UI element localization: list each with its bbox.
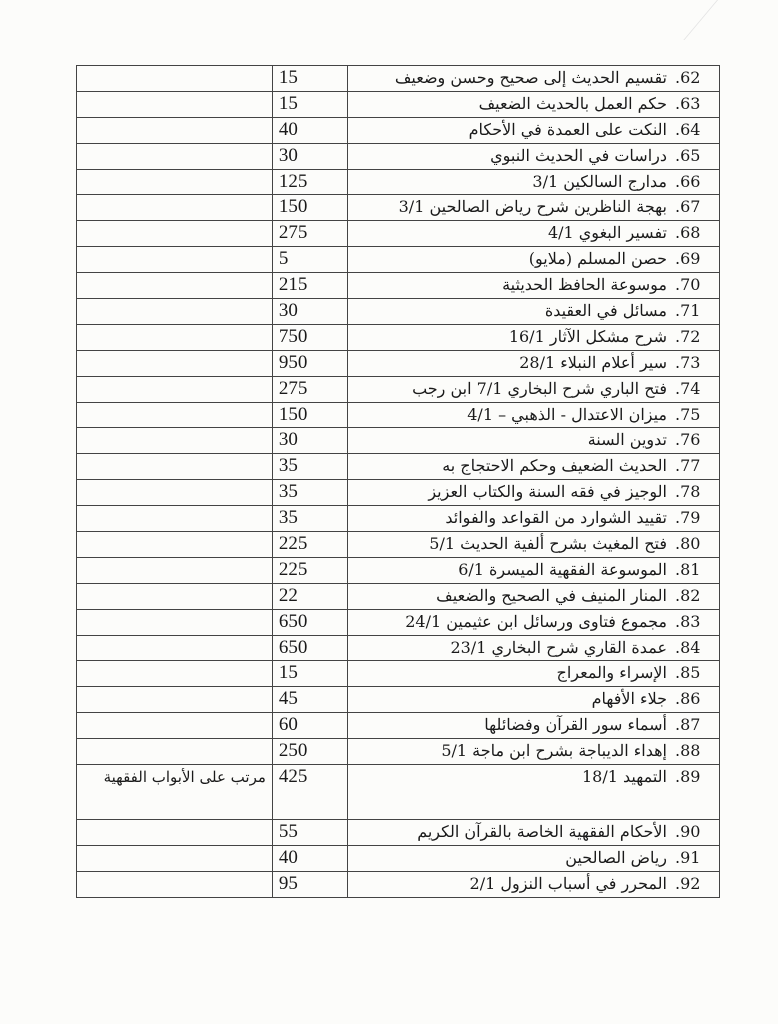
- book-title: أسماء سور القرآن وفضائلها: [484, 715, 667, 735]
- row-number: .74: [675, 378, 701, 398]
- book-title-cell: [347, 532, 719, 558]
- price-cell: 250: [272, 739, 347, 765]
- note-cell: [77, 713, 273, 739]
- note-cell: [77, 661, 273, 687]
- price-cell: 35: [272, 454, 347, 480]
- book-title-cell: [347, 273, 719, 299]
- note-cell: [77, 557, 273, 583]
- note-cell: [77, 273, 273, 299]
- note-cell: [77, 221, 273, 247]
- row-number: .62: [675, 68, 701, 87]
- note-cell: [77, 143, 273, 169]
- price-cell: 95: [272, 871, 347, 897]
- book-title-cell: [347, 871, 719, 897]
- row-number: .81: [675, 559, 701, 579]
- table-row: [77, 557, 720, 583]
- book-title: الإسراء والمعراج: [556, 663, 667, 683]
- table-row: [77, 324, 720, 350]
- row-number: .82: [675, 585, 701, 605]
- row-number: .72: [675, 326, 701, 346]
- table-row: [77, 583, 720, 609]
- book-title: الموسوعة الفقهية الميسرة 6/1: [458, 559, 667, 579]
- price-cell: 275: [272, 221, 347, 247]
- row-number: .75: [675, 404, 701, 424]
- table-row: [77, 609, 720, 635]
- row-number: .65: [675, 145, 701, 165]
- row-number: .87: [675, 715, 701, 735]
- book-title-cell: [347, 169, 719, 195]
- price-cell: 35: [272, 506, 347, 532]
- row-number: .70: [675, 275, 701, 295]
- book-title-cell: [347, 402, 719, 428]
- book-title: تدوين السنة: [587, 430, 667, 450]
- book-title: سير أعلام النبلاء 28/1: [519, 352, 667, 372]
- note-cell: [77, 350, 273, 376]
- book-title: عمدة القاري شرح البخاري 23/1: [450, 637, 667, 657]
- table-row: [77, 376, 720, 402]
- table-row: [77, 635, 720, 661]
- table-row: [77, 454, 720, 480]
- note-cell: [77, 247, 273, 273]
- book-title: مدارج السالكين 3/1: [532, 171, 667, 191]
- book-title-cell: [347, 376, 719, 402]
- row-number: .68: [675, 223, 701, 243]
- row-number: .89: [675, 767, 701, 787]
- note-cell: [77, 91, 273, 117]
- table-row: [77, 169, 720, 195]
- book-title-cell: [347, 454, 719, 480]
- book-title: بهجة الناظرين شرح رياض الصالحين 3/1: [398, 197, 667, 217]
- table-row: [77, 428, 720, 454]
- price-cell: 215: [272, 273, 347, 299]
- price-cell: 150: [272, 195, 347, 221]
- price-cell: 425: [272, 765, 347, 820]
- row-number: .86: [675, 689, 701, 709]
- price-cell: 225: [272, 557, 347, 583]
- note-cell: [77, 402, 273, 428]
- book-title-cell: [347, 609, 719, 635]
- price-cell: 30: [272, 428, 347, 454]
- book-title: المحرر في أسباب النزول 2/1: [469, 873, 667, 893]
- row-number: .73: [675, 352, 701, 372]
- price-cell: 650: [272, 635, 347, 661]
- book-title: مجموع فتاوى ورسائل ابن عثيمين 24/1: [405, 611, 667, 631]
- book-title-cell: [347, 687, 719, 713]
- table-row: [77, 66, 720, 92]
- book-title: رياض الصالحين: [565, 847, 667, 867]
- book-title: جلاء الأفهام: [591, 689, 667, 709]
- row-number: .78: [675, 482, 701, 502]
- table-row: [77, 247, 720, 273]
- book-title-cell: [347, 480, 719, 506]
- note-cell: [77, 480, 273, 506]
- table-row: [77, 661, 720, 687]
- note-cell: [77, 532, 273, 558]
- book-title-cell: [347, 583, 719, 609]
- table-row: [77, 221, 720, 247]
- price-cell: 15: [272, 91, 347, 117]
- row-number: .91: [675, 847, 701, 867]
- row-number: .67: [675, 197, 701, 217]
- book-title: حصن المسلم (ملايو): [528, 249, 667, 269]
- book-title-cell: [347, 635, 719, 661]
- table-row: [77, 195, 720, 221]
- price-cell: 125: [272, 169, 347, 195]
- book-title: تقييد الشوارد من القواعد والفوائد: [445, 508, 667, 528]
- book-title: الأحكام الفقهية الخاصة بالقرآن الكريم: [417, 822, 667, 842]
- price-cell: 55: [272, 820, 347, 846]
- note-cell: [77, 687, 273, 713]
- page-corner-mark: [683, 0, 778, 40]
- row-number: .92: [675, 873, 701, 893]
- price-cell: 950: [272, 350, 347, 376]
- book-title: موسوعة الحافظ الحديثية: [502, 275, 667, 295]
- book-title-cell: [347, 739, 719, 765]
- note-cell: [77, 195, 273, 221]
- note-cell: [77, 845, 273, 871]
- row-number: .85: [675, 663, 701, 683]
- table-row: [77, 480, 720, 506]
- note-cell: [77, 428, 273, 454]
- book-title-cell: [347, 117, 719, 143]
- row-number: .79: [675, 508, 701, 528]
- book-title: المنار المنيف في الصحيح والضعيف: [436, 585, 667, 605]
- book-title-cell: [347, 195, 719, 221]
- row-number: .63: [675, 93, 701, 113]
- table-row: [77, 91, 720, 117]
- book-title: تقسيم الحديث إلى صحيح وحسن وضعيف: [394, 68, 667, 87]
- book-title: مسائل في العقيدة: [544, 301, 667, 321]
- book-title: النكت على العمدة في الأحكام: [468, 119, 667, 139]
- row-number: .80: [675, 534, 701, 554]
- book-title-cell: [347, 713, 719, 739]
- price-cell: 225: [272, 532, 347, 558]
- price-cell: 275: [272, 376, 347, 402]
- book-title: ميزان الاعتدال - الذهبي – 4/1: [467, 404, 667, 424]
- table-row: [77, 713, 720, 739]
- note-cell: [77, 583, 273, 609]
- note-cell: [77, 324, 273, 350]
- book-title: شرح مشكل الآثار 16/1: [508, 326, 667, 346]
- row-number: .84: [675, 637, 701, 657]
- row-number: .90: [675, 822, 701, 842]
- book-title-cell: [347, 661, 719, 687]
- book-title-cell: [347, 557, 719, 583]
- table-row: [77, 765, 720, 820]
- price-cell: 35: [272, 480, 347, 506]
- price-cell: 30: [272, 143, 347, 169]
- table-row: [77, 739, 720, 765]
- price-cell: 60: [272, 713, 347, 739]
- table-row: [77, 350, 720, 376]
- note-cell: [77, 739, 273, 765]
- book-title: تفسير البغوي 4/1: [547, 223, 667, 243]
- book-title-cell: [347, 350, 719, 376]
- price-cell: 650: [272, 609, 347, 635]
- note-cell: [77, 299, 273, 325]
- note-cell: [77, 169, 273, 195]
- note-cell: [77, 871, 273, 897]
- row-number: .71: [675, 301, 701, 321]
- note-cell: [77, 820, 273, 846]
- book-title: دراسات في الحديث النبوي: [490, 145, 667, 165]
- book-title-cell: [347, 221, 719, 247]
- table-row: [77, 845, 720, 871]
- table-row: [77, 299, 720, 325]
- book-title: حكم العمل بالحديث الضعيف: [478, 93, 667, 113]
- table-row: [77, 117, 720, 143]
- price-cell: 150: [272, 402, 347, 428]
- table-row: [77, 273, 720, 299]
- book-title-cell: [347, 765, 719, 820]
- book-title: فتح الباري شرح البخاري 7/1 ابن رجب: [412, 378, 667, 398]
- book-title-cell: [347, 299, 719, 325]
- book-title: فتح المغيث بشرح ألفية الحديث 5/1: [429, 534, 667, 554]
- table-row: [77, 402, 720, 428]
- note-cell: [77, 609, 273, 635]
- note-cell: [77, 117, 273, 143]
- row-number: .64: [675, 119, 701, 139]
- table-row: [77, 532, 720, 558]
- note-cell: [77, 635, 273, 661]
- book-title: الوجيز في فقه السنة والكتاب العزيز: [428, 482, 667, 502]
- book-title-cell: [347, 66, 719, 92]
- book-title-cell: [347, 820, 719, 846]
- book-title-cell: [347, 143, 719, 169]
- row-number: .88: [675, 741, 701, 761]
- book-title: الحديث الضعيف وحكم الاحتجاج به: [442, 456, 667, 476]
- book-title-cell: [347, 324, 719, 350]
- row-number: .77: [675, 456, 701, 476]
- book-title-cell: [347, 506, 719, 532]
- book-title-cell: [347, 247, 719, 273]
- row-number: .83: [675, 611, 701, 631]
- row-number: .76: [675, 430, 701, 450]
- price-cell: 22: [272, 583, 347, 609]
- price-cell: 750: [272, 324, 347, 350]
- table-row: [77, 820, 720, 846]
- row-number: .69: [675, 249, 701, 269]
- book-title: إهداء الديباجة بشرح ابن ماجة 5/1: [441, 741, 667, 761]
- price-cell: 30: [272, 299, 347, 325]
- table-row: [77, 687, 720, 713]
- row-number: .66: [675, 171, 701, 191]
- price-cell: 40: [272, 845, 347, 871]
- price-cell: 45: [272, 687, 347, 713]
- price-cell: 5: [272, 247, 347, 273]
- note-cell: [77, 376, 273, 402]
- book-title-cell: [347, 845, 719, 871]
- table-row: [77, 871, 720, 897]
- note-cell: [77, 454, 273, 480]
- book-title-cell: [347, 428, 719, 454]
- price-cell: 15: [272, 66, 347, 92]
- price-cell: 15: [272, 661, 347, 687]
- book-price-table: [76, 65, 720, 898]
- note-cell: [77, 506, 273, 532]
- note-cell: [77, 66, 273, 92]
- table-row: [77, 143, 720, 169]
- table-row: [77, 506, 720, 532]
- price-cell: 40: [272, 117, 347, 143]
- table-body: [77, 66, 720, 898]
- book-title-cell: [347, 91, 719, 117]
- book-title: التمهيد 18/1: [581, 767, 667, 787]
- note-cell: مرتب على الأبواب الفقهية: [77, 765, 273, 820]
